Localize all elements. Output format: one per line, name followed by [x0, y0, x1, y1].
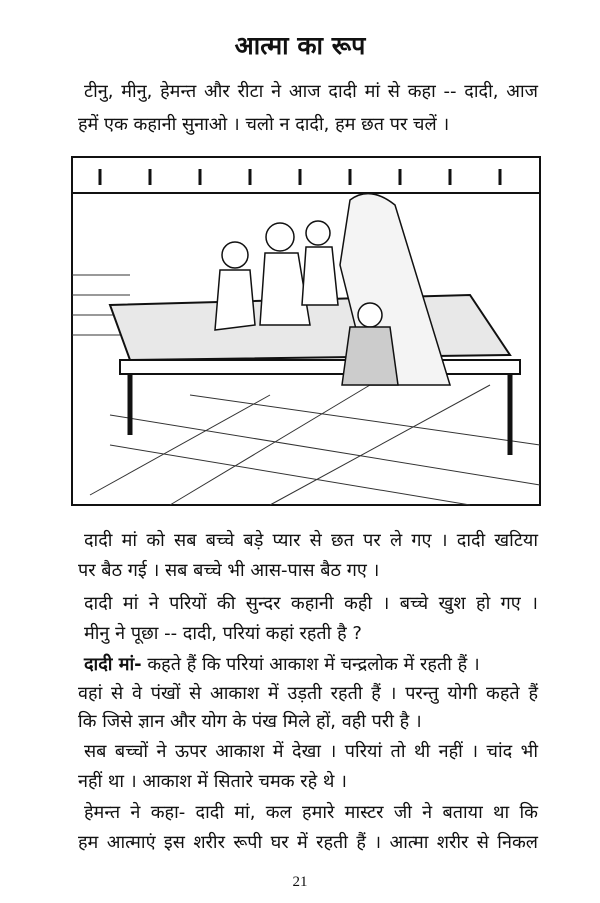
page-title: आत्मा का रूप [234, 31, 366, 60]
text-line: दादी मां ने परियों की सुन्दर कहानी कही । बच्चे खुश हो गए । [84, 593, 538, 614]
speaker-label: दादी मां- [84, 654, 142, 675]
text-line [84, 653, 538, 677]
text-line: हमें एक कहानी सुनाओ । चलो न दादी, हम छत पर चलें । [78, 114, 450, 135]
text-line: कि जिसे ज्ञान और योग के पंख मिले हों, वही परी है । [78, 711, 422, 732]
illustration-grandmother-and-children [70, 155, 542, 507]
text-line: मीनु ने पूछा -- दादी, परियां कहां रहती है ? [84, 623, 362, 644]
text-line: हम आत्माएं इस शरीर रूपी घर में रहती हैं । आत्मा शरीर से निकल [78, 832, 538, 853]
text-line: टीनु, मीनु, हेमन्त और रीटा ने आज दादी मां से कहा -- दादी, आज [84, 81, 538, 102]
text-line: पर बैठ गई । सब बच्चे भी आस-पास बैठ गए । [78, 560, 380, 581]
text-line: वहां से वे पंखों से आकाश में उड़ती रहती हैं । परन्तु योगी कहते हैं [78, 683, 538, 704]
text-line: सब बच्चों ने ऊपर आकाश में देखा । परियां तो थी नहीं । चांद भी [84, 741, 538, 762]
page-number: 21 [292, 874, 308, 890]
text-line: दादी मां को सब बच्चे बड़े प्यार से छत पर ले गए । दादी खटिया [84, 530, 538, 551]
text-span: कहते हैं कि परियां आकाश में चन्द्रलोक में रहती हैं । [141, 654, 480, 675]
text-line: हेमन्त ने कहा- दादी मां, कल हमारे मास्टर जी ने बताया था कि [84, 802, 538, 823]
text-line: नहीं था । आकाश में सितारे चमक रहे थे । [78, 771, 347, 792]
